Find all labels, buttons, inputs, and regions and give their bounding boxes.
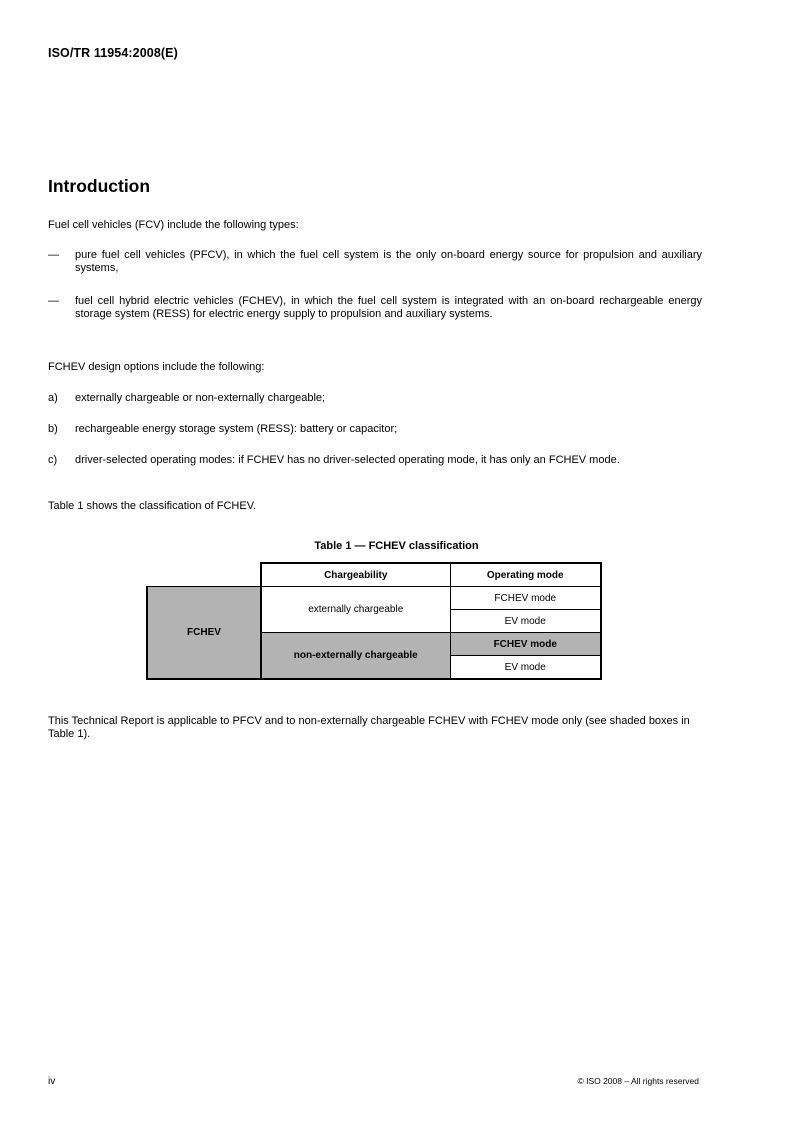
cell-mode: EV mode <box>450 656 601 680</box>
copyright-notice: © ISO 2008 – All rights reserved <box>577 1076 699 1086</box>
page-number: iv <box>48 1076 56 1087</box>
dash-marker: — <box>48 295 59 307</box>
intro-paragraph-2: FCHEV design options include the following: <box>48 361 265 373</box>
header-chargeability: Chargeability <box>261 563 450 587</box>
cell-chargeability-external: externally chargeable <box>261 587 450 633</box>
document-identifier: ISO/TR 11954:2008(E) <box>48 46 178 60</box>
list-item-text: fuel cell hybrid electric vehicles (FCHEV), in which the fuel cell system is integrated with an on-board rechargeable energy storage system (RESS) for electric energy supply to propulsion and auxiliary systems. <box>75 295 702 320</box>
letter-marker: b) <box>48 423 58 435</box>
letter-marker: c) <box>48 454 58 466</box>
header-operating-mode: Operating mode <box>450 563 601 587</box>
cell-chargeability-non-external: non-externally chargeable <box>261 633 450 680</box>
section-title: Introduction <box>48 176 151 196</box>
table-caption: Table 1 — FCHEV classification <box>314 540 479 552</box>
intro-paragraph-1: Fuel cell vehicles (FCV) include the following types: <box>48 219 299 231</box>
list-item-text: driver-selected operating modes: if FCHEV has no driver-selected operating mode, it has only an FCHEV mode. <box>75 454 620 466</box>
row-label-fchev: FCHEV <box>147 587 261 680</box>
classification-table <box>146 562 602 680</box>
table-corner-empty <box>147 563 261 587</box>
list-item-fchev <box>48 295 702 337</box>
intro-paragraph-4: This Technical Report is applicable to PFCV and to non-externally chargeable FCHEV with FCHEV mode only (see shaded boxes in Table 1). <box>48 715 690 740</box>
list-item-a <box>48 392 702 406</box>
letter-marker: a) <box>48 392 58 404</box>
cell-mode: FCHEV mode <box>450 587 601 610</box>
list-item-text: pure fuel cell vehicles (PFCV), in which the fuel cell system is the only on-board energy source for propulsion and auxiliary systems, <box>75 249 702 274</box>
dash-marker: — <box>48 249 59 261</box>
cell-mode: EV mode <box>450 610 601 633</box>
list-item-pfcv <box>48 249 702 277</box>
list-item-c <box>48 454 702 482</box>
list-item-text: externally chargeable or non-externally chargeable; <box>75 392 326 404</box>
intro-paragraph-3: Table 1 shows the classification of FCHEV. <box>48 500 257 512</box>
cell-mode-shaded: FCHEV mode <box>450 633 601 656</box>
list-item-b <box>48 423 702 437</box>
list-item-text: rechargeable energy storage system (RESS): battery or capacitor; <box>75 423 398 435</box>
